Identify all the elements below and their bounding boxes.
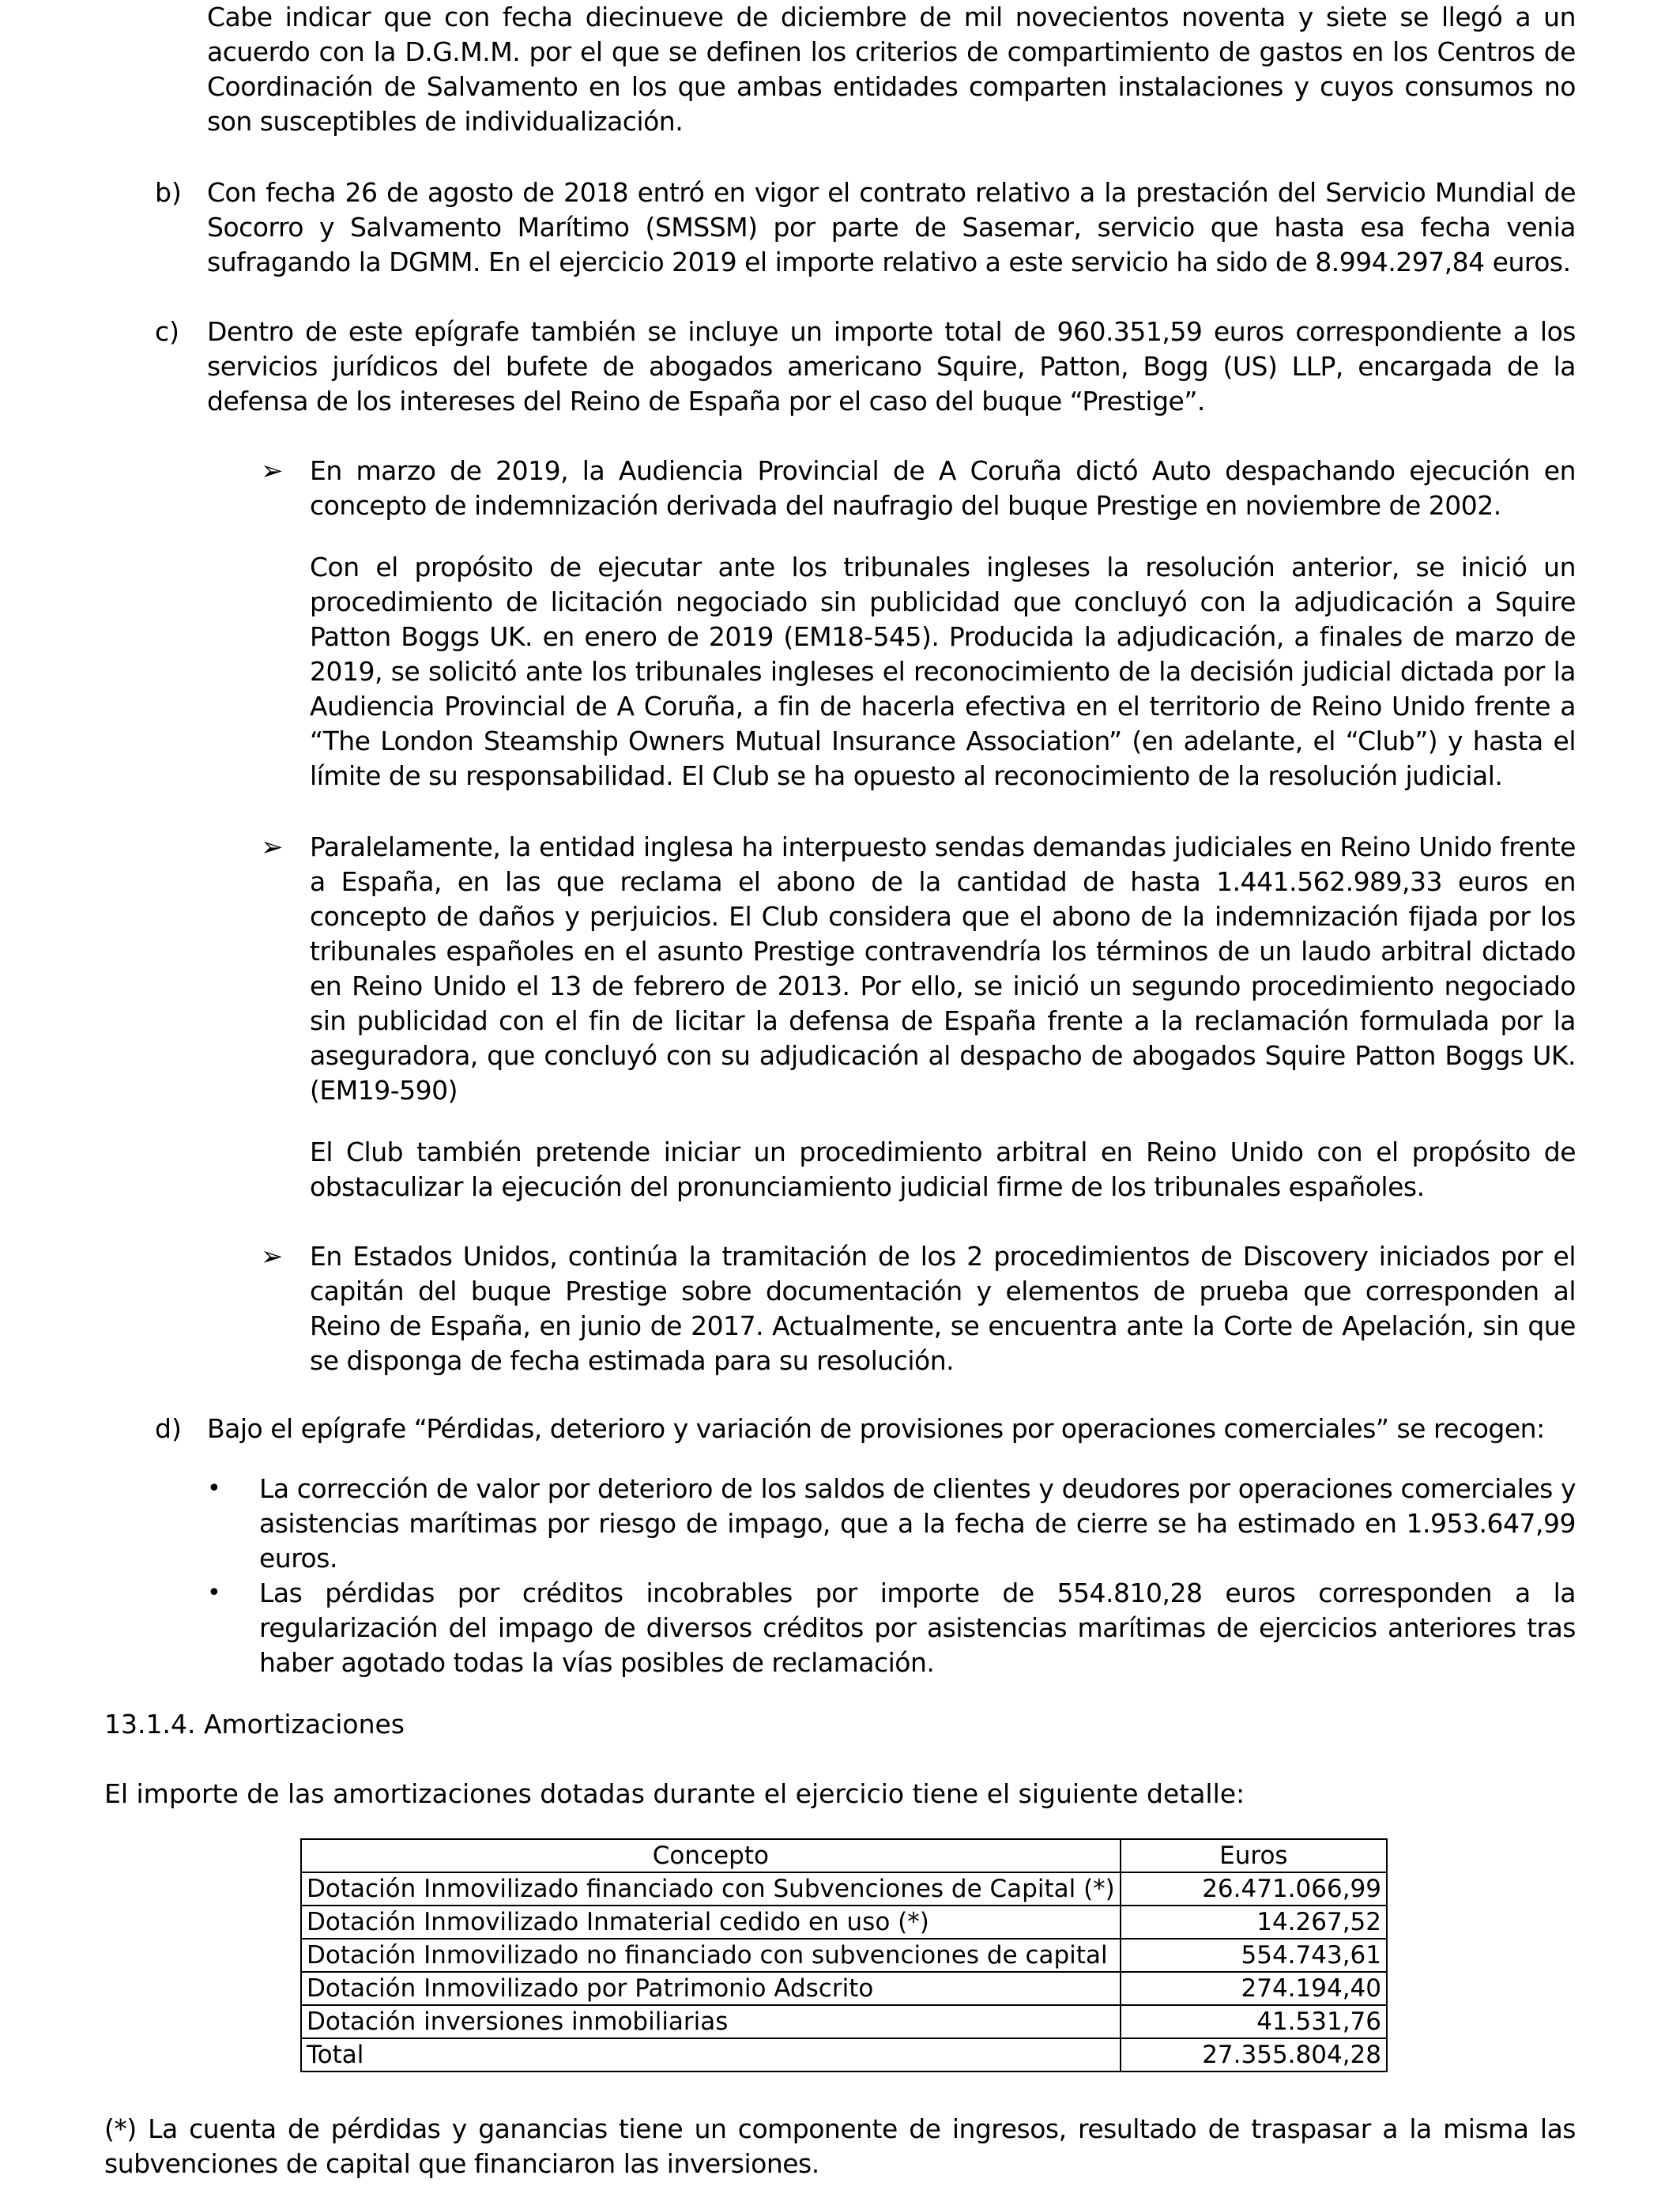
arrow-item-1-paragraph-2: Con el propósito de ejecutar ante los tribunales ingleses la resolución anterior, se inició un procedimiento de licitación negociado sin publicidad que concluyó con la adjudicación a Squire Patton Boggs UK. en enero de 2019 (EM18-545). Producida la adjudicación, a finales de marzo de 2019, se solicitó ante los tribunales ingleses el reconocimiento de la decisión judicial dictada por la Audiencia Provincial de A Coruña, a fin de hacerla efectiva en el territorio de Reino Unido frente a “The London Steamship Owners Mutual Insurance Association” (en adelante, el “Club”) y hasta el límite de su responsabilidad. El Club se ha opuesto al reconocimiento de la resolución judicial. <box>310 552 1576 791</box>
total-label: Total <box>301 2038 1121 2071</box>
header-euros: Euros <box>1121 1839 1387 1872</box>
bullet-dot-icon: • <box>207 1579 221 1607</box>
row-amount: 41.531,76 <box>1121 2005 1387 2038</box>
arrow-item-1-paragraph-1: En marzo de 2019, la Audiencia Provincial de A Coruña dictó Auto despachando ejecución en concepto de indemnización derivada del naufragio del buque Prestige en noviembre de 2002. <box>310 455 1576 521</box>
table-total-row <box>301 2038 1387 2071</box>
total-amount: 27.355.804,28 <box>1121 2038 1387 2071</box>
row-amount: 274.194,40 <box>1121 1972 1387 2005</box>
intro-paragraph: Cabe indicar que con fecha diecinueve de diciembre de mil novecientos noventa y siete se llegó a un acuerdo con la D.G.M.M. por el que se definen los criterios de compartimiento de gastos en los Centros de Coordinación de Salvamento en los que ambas entidades comparten instalaciones y cuyos consumos no son susceptibles de individualización. <box>207 2 1576 137</box>
arrow-bullet-icon: ➢ <box>261 831 284 863</box>
arrow-bullet-icon: ➢ <box>261 455 284 487</box>
item-c-text: Dentro de este epígrafe también se incluye un importe total de 960.351,59 euros correspondiente a los servicios jurídicos del bufete de abogados americano Squire, Patton, Bogg (US) LLP, encargada de la defensa de los intereses del Reino de España por el caso del buque “Prestige”. <box>207 316 1576 417</box>
item-b-label: b) <box>155 177 182 208</box>
bullet-dot-icon: • <box>207 1475 221 1502</box>
section-heading: 13.1.4. Amortizaciones <box>104 1709 405 1740</box>
row-concept: Dotación Inmovilizado por Patrimonio Adscrito <box>301 1972 1121 2005</box>
bullet-item-1: La corrección de valor por deterioro de los saldos de clientes y deudores por operaciones comerciales y asistencias marítimas por riesgo de impago, que a la fecha de cierre se ha estimado en 1.953.647,99 euros. <box>259 1473 1576 1574</box>
table-row <box>301 1906 1387 1939</box>
arrow-item-2-paragraph-1: Paralelamente, la entidad inglesa ha interpuesto sendas demandas judiciales en Reino Unido frente a España, en las que reclama el abono de la cantidad de hasta 1.441.562.989,33 euros en concepto de daños y perjuicios. El Club considera que el abono de la indemnización fijada por los tribunales españoles en el asunto Prestige contravendría los términos de un laudo arbitral dictado en Reino Unido el 13 de febrero de 2013. Por ello, se inició un segundo procedimiento negociado sin publicidad con el fin de licitar la defensa de España frente a la reclamación formulada por la aseguradora, que concluyó con su adjudicación al despacho de abogados Squire Patton Boggs UK. (EM19-590) <box>310 831 1576 1106</box>
item-d-label: d) <box>155 1413 182 1444</box>
arrow-bullet-icon: ➢ <box>261 1241 284 1272</box>
table-row <box>301 2005 1387 2038</box>
row-amount: 554.743,61 <box>1121 1939 1387 1972</box>
row-concept: Dotación inversiones inmobiliarias <box>301 2005 1121 2038</box>
item-c-label: c) <box>155 316 180 347</box>
item-b-text: Con fecha 26 de agosto de 2018 entró en vigor el contrato relativo a la prestación del Servicio Mundial de Socorro y Salvamento Marítimo (SMSSM) por parte de Sasemar, servicio que hasta esa fecha venia sufragando la DGMM. En el ejercicio 2019 el importe relativo a este servicio ha sido de 8.994.297,84 euros. <box>207 177 1576 277</box>
arrow-item-2-paragraph-2: El Club también pretende iniciar un procedimiento arbitral en Reino Unido con el propósito de obstaculizar la ejecución del pronunciamiento judicial firme de los tribunales españoles. <box>310 1137 1576 1202</box>
table-row <box>301 1972 1387 2005</box>
table-row <box>301 1872 1387 1906</box>
bullet-item-2: Las pérdidas por créditos incobrables por importe de 554.810,28 euros corresponden a la regularización del impago de diversos créditos por asistencias marítimas de ejercicios anteriores tras haber agotado todas la vías posibles de reclamación. <box>259 1578 1576 1678</box>
row-amount: 14.267,52 <box>1121 1906 1387 1939</box>
table-intro-text: El importe de las amortizaciones dotadas durante el ejercicio tiene el siguiente detalle: <box>104 1778 1245 1809</box>
row-concept: Dotación Inmovilizado no financiado con subvenciones de capital <box>301 1939 1121 1972</box>
footnote: (*) La cuenta de pérdidas y ganancias tiene un componente de ingresos, resultado de traspasar a la misma las subvenciones de capital que financiaron las inversiones. <box>104 2113 1576 2179</box>
header-concepto: Concepto <box>301 1839 1121 1872</box>
item-d-text: Bajo el epígrafe “Pérdidas, deterioro y variación de provisiones por operaciones comerciales” se recogen: <box>207 1413 1545 1444</box>
arrow-item-3-paragraph-1: En Estados Unidos, continúa la tramitación de los 2 procedimientos de Discovery iniciados por el capitán del buque Prestige sobre documentación y elementos de prueba que corresponden al Reino de España, en junio de 2017. Actualmente, se encuentra ante la Corte de Apelación, sin que se disponga de fecha estimada para su resolución. <box>310 1241 1576 1376</box>
row-concept: Dotación Inmovilizado financiado con Subvenciones de Capital (*) <box>301 1872 1121 1906</box>
table-row <box>301 1939 1387 1972</box>
row-concept: Dotación Inmovilizado Inmaterial cedido en uso (*) <box>301 1906 1121 1939</box>
table-header-row <box>301 1839 1387 1872</box>
amortization-table <box>300 1838 1388 2072</box>
row-amount: 26.471.066,99 <box>1121 1872 1387 1906</box>
